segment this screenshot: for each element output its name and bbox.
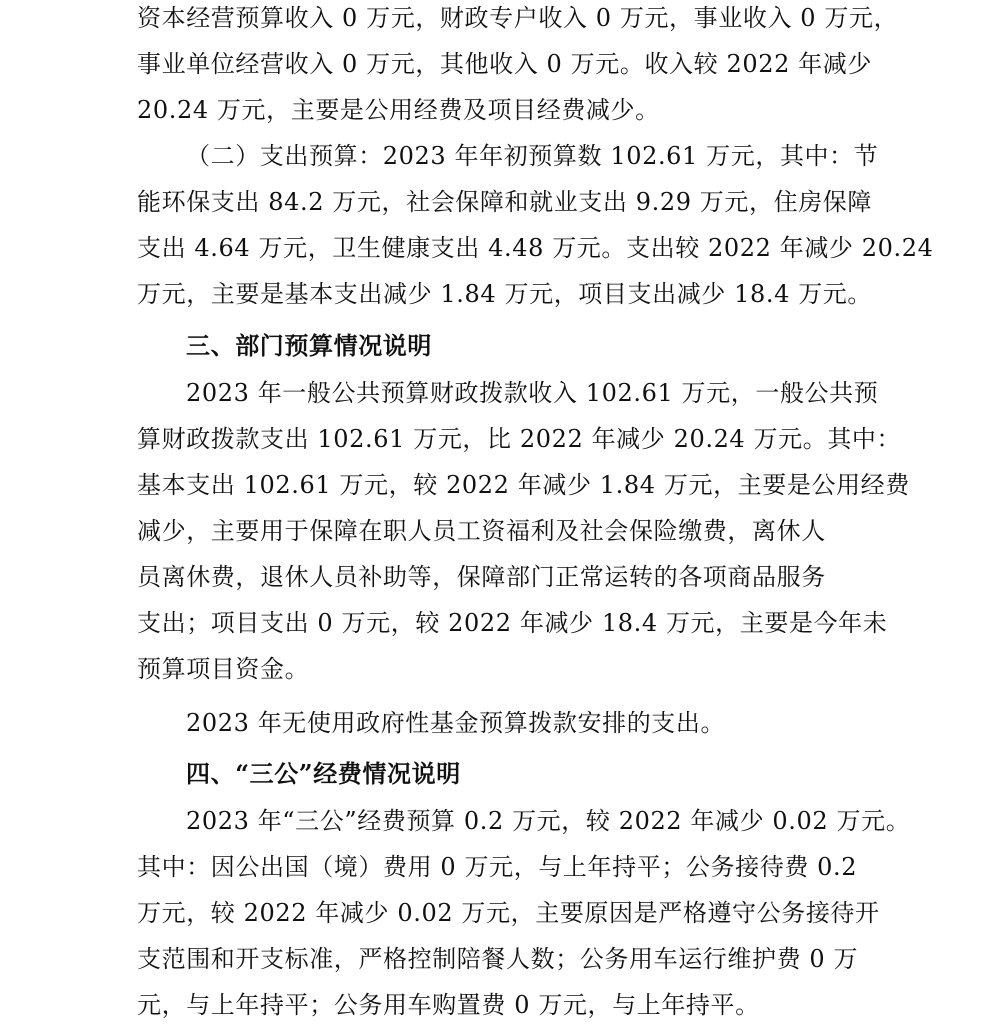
paragraph-line: 能环保支出 84.2 万元，社会保障和就业支出 9.29 万元，住房保障 [137, 188, 872, 216]
paragraph-line: 20.24 万元，主要是公用经费及项目经费减少。 [137, 96, 660, 124]
paragraph-line: 2023 年一般公共预算财政拨款收入 102.61 万元，一般公共预 [186, 379, 879, 407]
paragraph-line: 减少，主要用于保障在职人员工资福利及社会保险缴费，离休人 [137, 517, 826, 545]
paragraph-line: 资本经营预算收入 0 万元，财政专户收入 0 万元，事业收入 0 万元， [137, 4, 899, 32]
paragraph-line: 事业单位经营收入 0 万元，其他收入 0 万元。收入较 2022 年减少 [137, 50, 872, 78]
paragraph-line: 支出 4.64 万元，卫生健康支出 4.48 万元。支出较 2022 年减少 20.24 [137, 234, 934, 262]
paragraph-line: 万元，较 2022 年减少 0.02 万元，主要原因是严格遵守公务接待开 [137, 899, 880, 927]
paragraph-line: 算财政拨款支出 102.61 万元，比 2022 年减少 20.24 万元。其中： [137, 425, 902, 453]
paragraph-line: 员离休费，退休人员补助等，保障部门正常运转的各项商品服务 [137, 563, 826, 591]
paragraph-line: 其中：因公出国（境）费用 0 万元，与上年持平；公务接待费 0.2 [137, 853, 858, 881]
paragraph-line: 支范围和开支标准，严格控制陪餐人数；公务用车运行维护费 0 万 [137, 945, 859, 973]
paragraph-line: 2023 年无使用政府性基金预算拨款安排的支出。 [186, 709, 726, 737]
heading-section-4: 四、“三公”经费情况说明 [186, 759, 461, 788]
paragraph-line: 元，与上年持平；公务用车购置费 0 万元，与上年持平。 [137, 991, 760, 1019]
paragraph-line: 支出；项目支出 0 万元，较 2022 年减少 18.4 万元，主要是今年未 [137, 609, 888, 637]
paragraph-line: 万元，主要是基本支出减少 1.84 万元，项目支出减少 18.4 万元。 [137, 280, 872, 308]
section-expenditure-line: （二）支出预算：2023 年年初预算数 102.61 万元，其中：节 [186, 142, 879, 170]
paragraph-line: 2023 年“三公”经费预算 0.2 万元，较 2022 年减少 0.02 万元。 [186, 807, 911, 835]
paragraph-line: 基本支出 102.61 万元，较 2022 年减少 1.84 万元，主要是公用经费 [137, 471, 910, 499]
heading-section-3: 三、部门预算情况说明 [186, 331, 432, 360]
paragraph-line: 预算项目资金。 [137, 655, 310, 683]
